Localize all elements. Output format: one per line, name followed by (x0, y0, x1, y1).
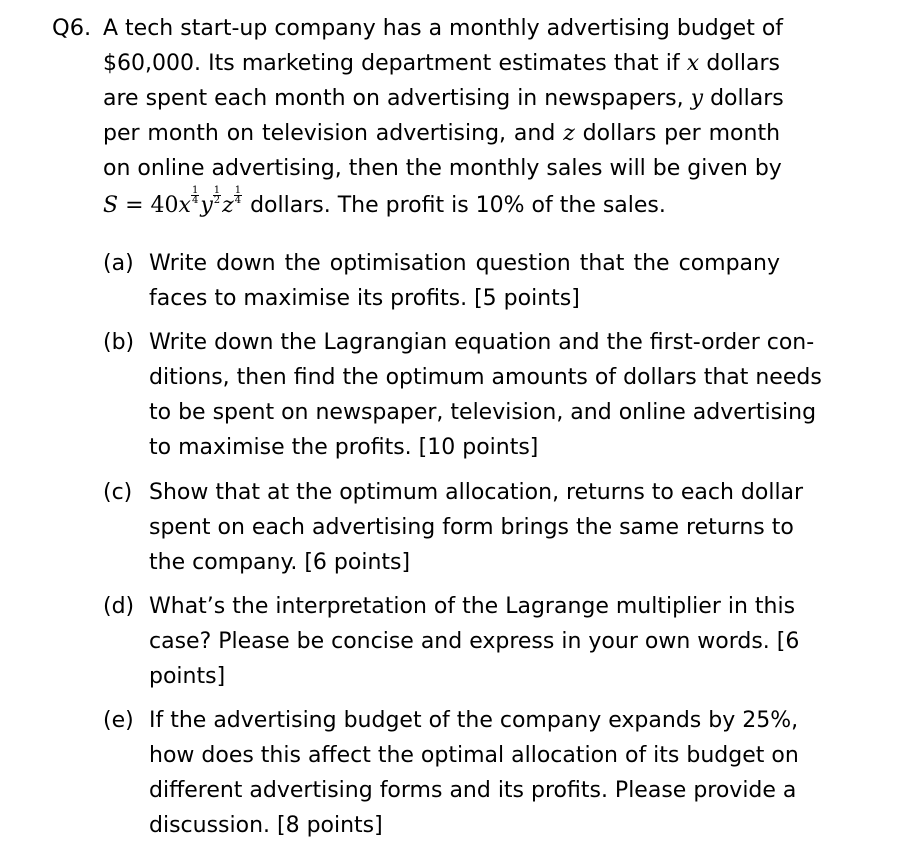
part-line: the company. [6 points] (149, 550, 411, 575)
sales-formula: S = 40x $\frac{1}{4}$ y $\frac{1}{2}$ z $\frac{1}{4}$ (103, 185, 242, 218)
part-line: discussion. [8 points] (149, 813, 383, 838)
exponent-y: $\frac{1}{2}$ (213, 185, 221, 206)
part-text (149, 589, 800, 694)
intro-line: A tech start-up company has a monthly advertising budget of (103, 16, 784, 41)
part-text (149, 325, 822, 465)
part-line: points] (149, 664, 226, 689)
intro-line: per month on television advertising, and z dollars per month (103, 121, 781, 146)
question-number: Q6. (52, 15, 92, 41)
part-line: faces to maximise its profits. [5 points] (149, 286, 580, 311)
intro-line: are spent each month on advertising in newspapers, y dollars (103, 86, 784, 111)
part-text (149, 475, 804, 580)
part-line: What’s the interpretation of the Lagrange multiplier in this (149, 594, 796, 619)
part-line: how does this affect the optimal allocation of its budget on (149, 743, 799, 768)
part-label: (e) (103, 708, 134, 733)
intro-line: on online advertising, then the monthly sales will be given by (103, 156, 782, 181)
exponent-x: $\frac{1}{4}$ (191, 185, 199, 206)
part-line: spent on each advertising form brings the same returns to (149, 515, 794, 540)
part-line: case? Please be concise and express in your own words. [6 (149, 629, 800, 654)
part-line: ditions, then find the optimum amounts of dollars that needs (149, 365, 822, 390)
intro-line: $60,000. Its marketing department estimates that if x dollars (103, 51, 780, 76)
variable-y: y (690, 86, 704, 111)
part-line: to be spent on newspaper, television, and online advertising (149, 400, 817, 425)
question-intro (103, 11, 784, 221)
part-line: If the advertising budget of the company expands by 25%, (149, 708, 799, 733)
part-text (149, 703, 799, 843)
part-line: Show that at the optimum allocation, returns to each dollar (149, 480, 804, 505)
part-label: (d) (103, 594, 135, 619)
part-line: different advertising forms and its profits. Please provide a (149, 778, 797, 803)
part-line: Write down the Lagrangian equation and the first-order con- (149, 330, 815, 355)
variable-x: x (686, 51, 700, 76)
part-line: to maximise the profits. [10 points] (149, 435, 539, 460)
part-line: Write down the optimisation question that the company (149, 251, 780, 276)
exponent-z: $\frac{1}{4}$ (234, 185, 242, 206)
part-label: (c) (103, 480, 133, 505)
variable-z: z (563, 121, 575, 146)
part-label: (a) (103, 251, 134, 276)
part-label: (b) (103, 330, 135, 355)
intro-line: S = 40x $\frac{1}{4}$ y $\frac{1}{2}$ z $\frac{1}{4}$ dollars. The profit is 10% of the sales. (103, 185, 666, 218)
part-text (149, 246, 780, 316)
